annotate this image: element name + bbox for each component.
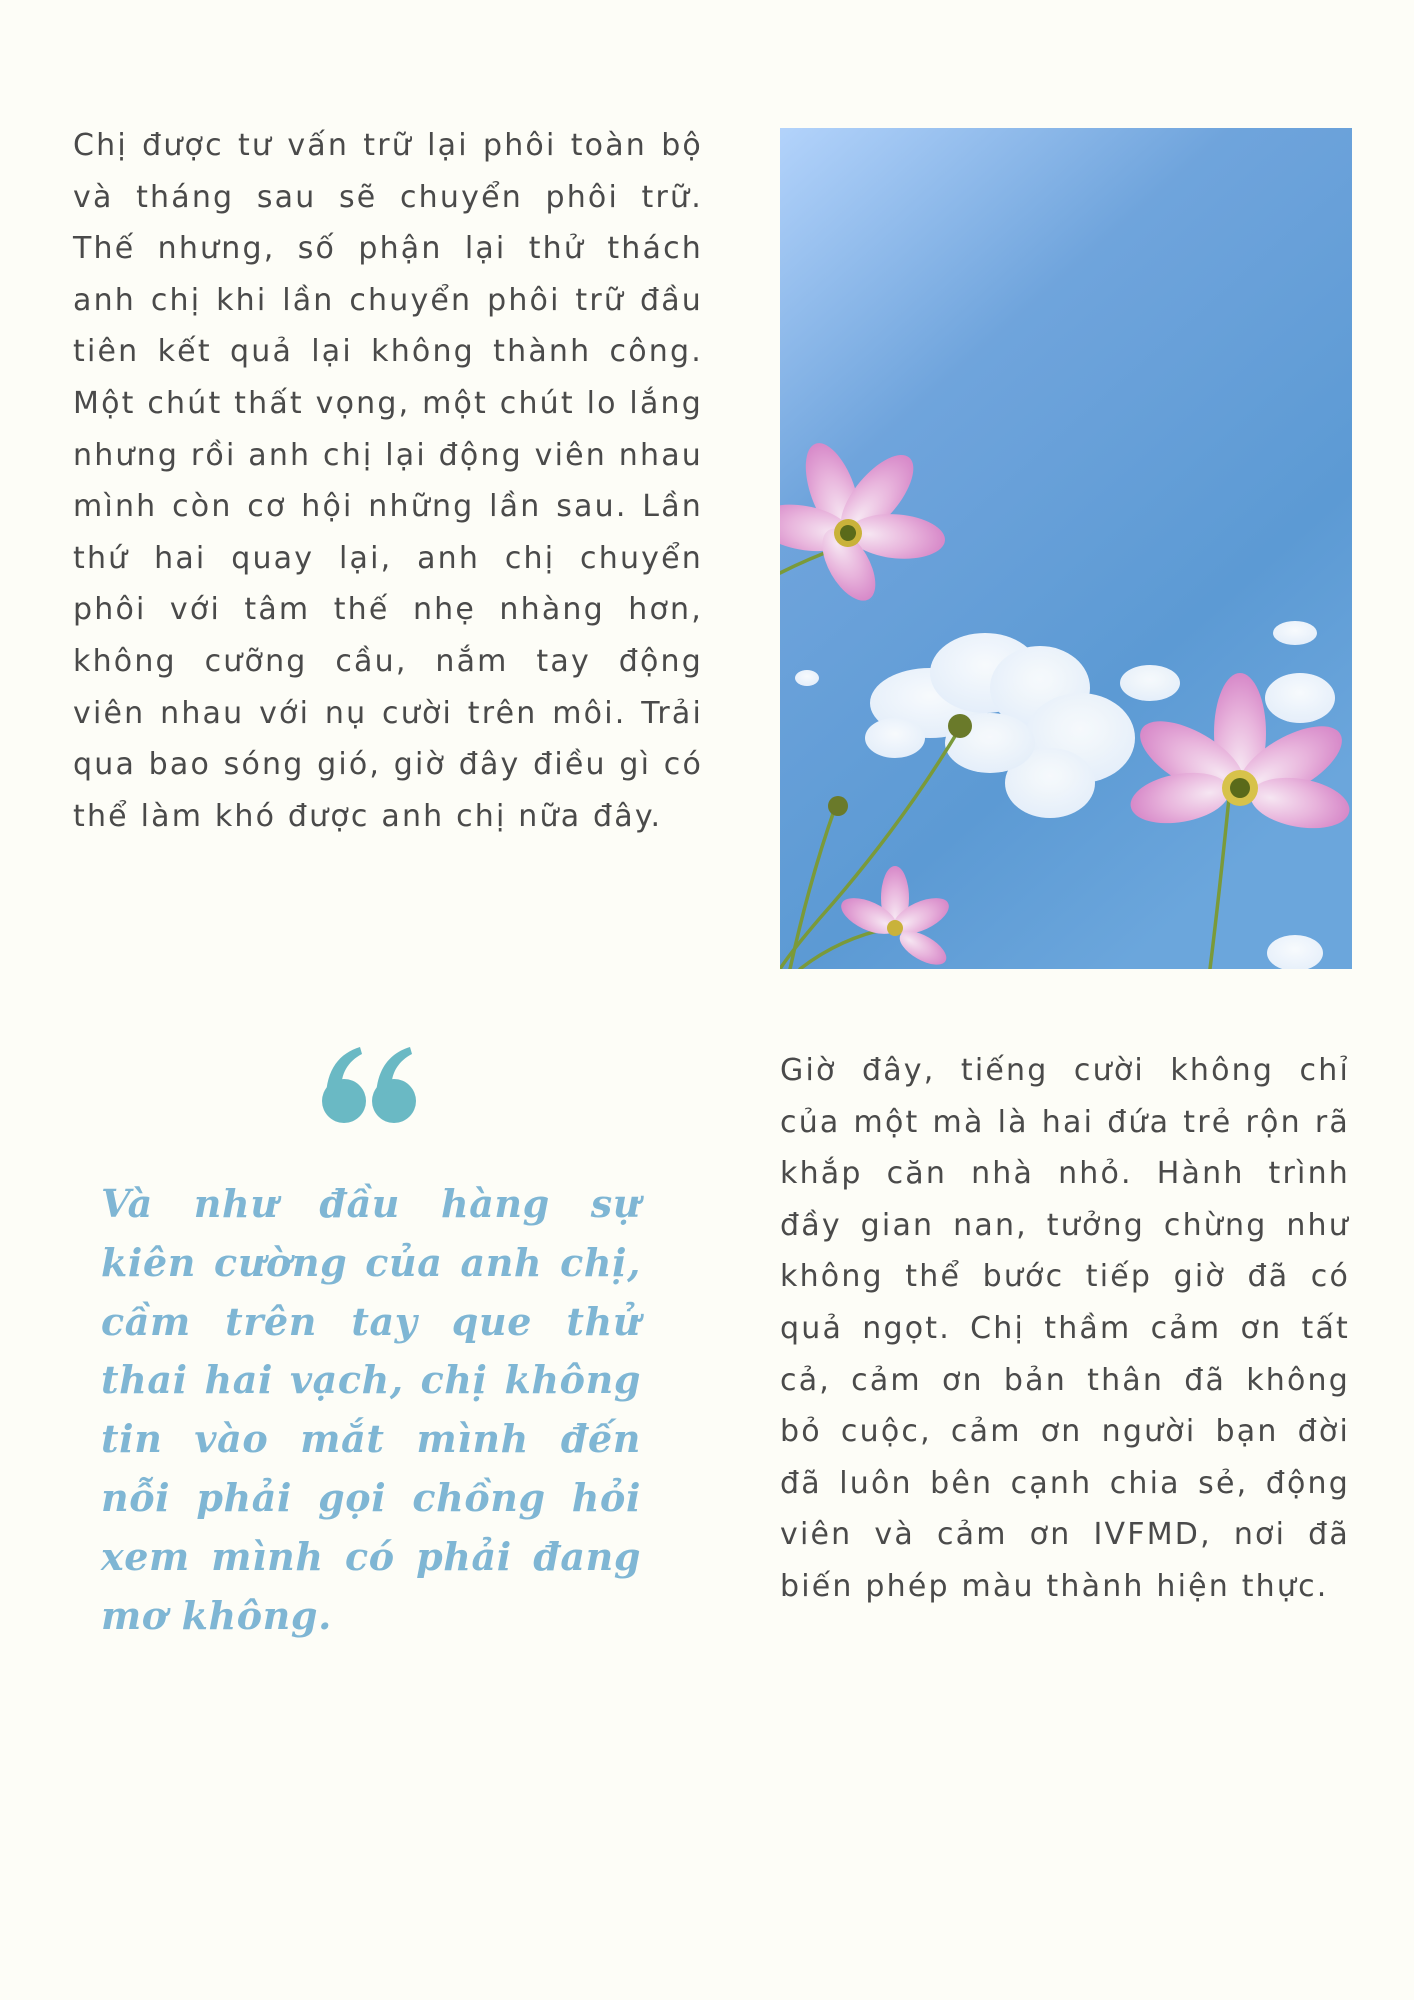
quote-mark-icon xyxy=(320,1045,420,1125)
article-paragraph-1: Chị được tư vấn trữ lại phôi toàn bộ và tháng sau sẽ chuyển phôi trữ. Thế nhưng, số phận lại thử thách anh chị khi lần chuyển phôi trữ đầu tiên kết quả lại không thành công. Một chút thất vọng, một chút lo lắng nhưng rồi anh chị lại động viên nhau mình còn cơ hội những lần sau. Lần thứ hai quay lại, anh chị chuyển phôi với tâm thế nhẹ nhàng hơn, không cưỡng cầu, nắm tay động viên nhau với nụ cười trên môi. Trải qua bao sóng gió, giờ đây điều gì có thể làm khó được anh chị nữa đây. xyxy=(73,128,703,834)
article-paragraph-2: Giờ đây, tiếng cười không chỉ của một mà là hai đứa trẻ rộn rã khắp căn nhà nhỏ. Hành trình đầy gian nan, tưởng chừng như không thể bước tiếp giờ đã có quả ngọt. Chị thầm cảm ơn tất cả, cảm ơn bản thân đã không bỏ cuộc, cảm ơn người bạn đời đã luôn bên cạnh chia sẻ, động viên và cảm ơn IVFMD, nơi đã biến phép màu thành hiện thực. xyxy=(780,1053,1350,1604)
cosmos-flower-photo xyxy=(780,128,1352,969)
pull-quote-text: Và như đầu hàng sự kiên cường của anh chị, cầm trên tay que thử thai hai vạch, chị không tin vào mắt mình đến nỗi phải gọi chồng hỏi xem mình có phải đang mơ không. xyxy=(101,1181,641,1638)
